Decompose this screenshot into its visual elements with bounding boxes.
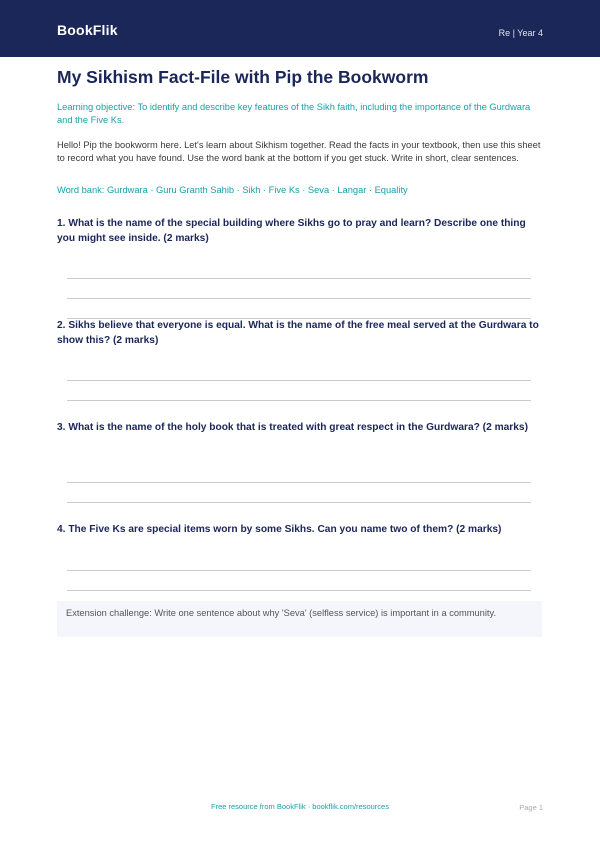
footer-text: Free resource from BookFlik · bookflik.com/resources [211, 802, 389, 811]
header-bar [0, 0, 600, 57]
extension-box [57, 601, 542, 637]
answer-line[interactable] [67, 482, 531, 483]
question-3: 3. What is the name of the holy book that is treated with great respect in the Gurdwara? (2 marks) [57, 422, 528, 433]
learning-objective: Learning objective: To identify and describe key features of the Sikh faith, including the importance of the Gurdwara and the Five Ks. [57, 102, 531, 125]
question-1: 1. What is the name of the special building where Sikhs go to pray and learn? Describe one thing you might see inside. (2 marks) [57, 218, 526, 244]
intro-text: Hello! Pip the bookworm here. Let's learn about Sikhism together. Read the facts in your textbook, then use this sheet to record what you have found. Use the word bank at the bottom if you get stuck. Write in short, clear sentences. [57, 140, 541, 163]
question-4: 4. The Five Ks are special items worn by some Sikhs. Can you name two of them? (2 marks) [57, 524, 502, 535]
word-bank: Word bank: Gurdwara · Guru Granth Sahib · Sikh · Five Ks · Seva · Langar · Equality [57, 185, 408, 195]
question-2: 2. Sikhs believe that everyone is equal. What is the name of the free meal served at the Gurdwara to show this? (2 marks) [57, 320, 539, 346]
page-number: Page 1 [519, 803, 543, 812]
extension-challenge: Extension challenge: Write one sentence about why 'Seva' (selfless service) is important in a community. [66, 608, 497, 618]
answer-line[interactable] [67, 278, 531, 279]
answer-line[interactable] [67, 590, 531, 591]
answer-line[interactable] [67, 380, 531, 381]
answer-line[interactable] [67, 298, 531, 299]
subject-year-label: Re | Year 4 [498, 28, 543, 38]
brand-logo: BookFlik [57, 22, 118, 38]
page-title: My Sikhism Fact-File with Pip the Bookworm [57, 67, 429, 87]
answer-line[interactable] [67, 502, 531, 503]
answer-line[interactable] [67, 400, 531, 401]
answer-line[interactable] [67, 570, 531, 571]
